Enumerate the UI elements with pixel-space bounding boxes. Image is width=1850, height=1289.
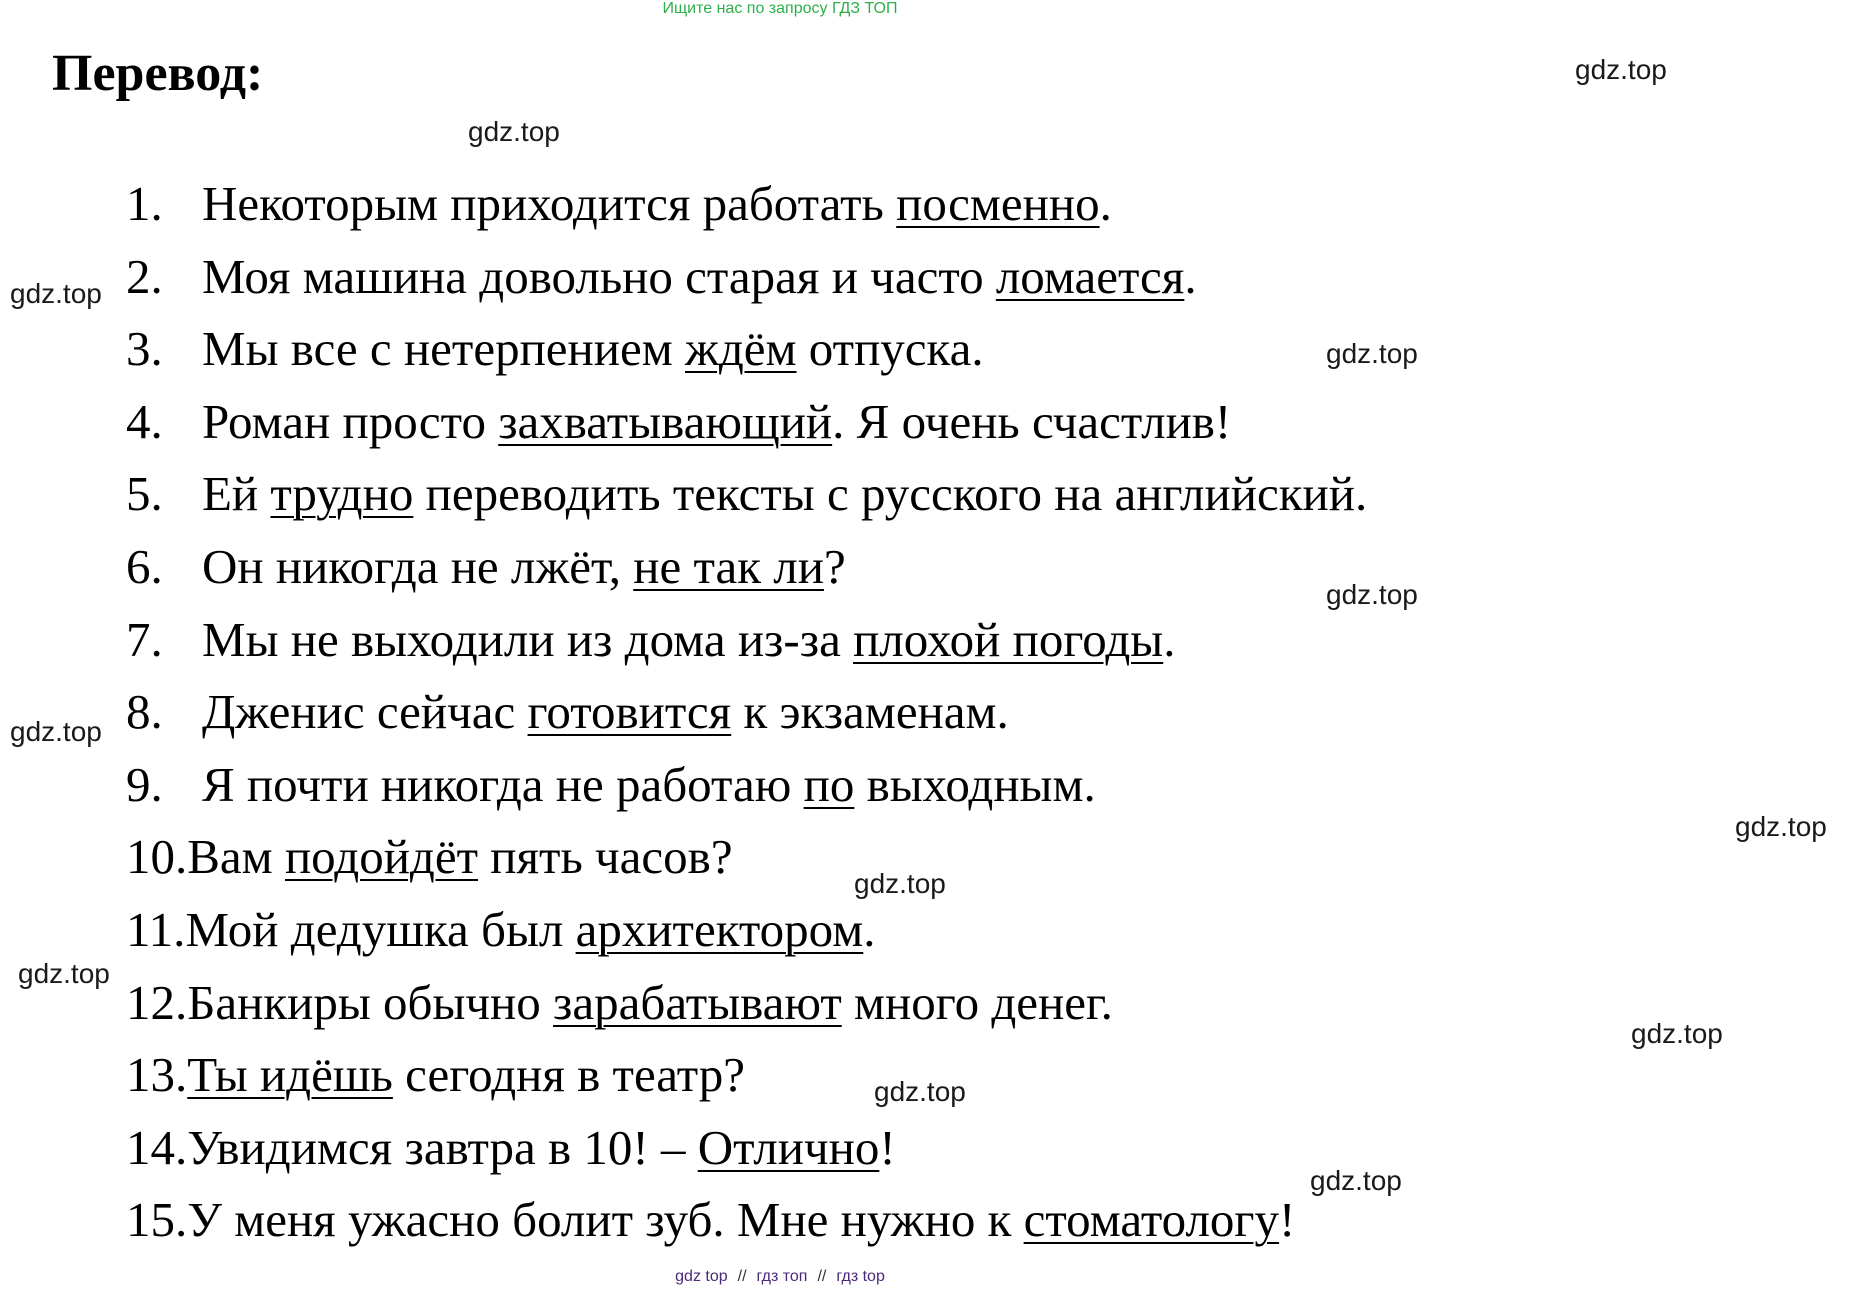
watermark: gdz.top — [1735, 811, 1827, 842]
item-text: сегодня в театр? — [392, 1047, 746, 1103]
item-text: . Я очень счастлив! — [832, 393, 1232, 449]
item-number: 4. — [126, 393, 163, 449]
item-text: Мой дедушка был — [185, 901, 576, 957]
item-text: отпуска. — [796, 321, 984, 377]
item-text: к экзаменам. — [731, 684, 1009, 740]
list-item — [126, 531, 1367, 604]
watermark: gdz.top — [874, 1076, 966, 1107]
list-item — [126, 313, 1367, 386]
underlined-phrase: подойдёт — [284, 829, 479, 885]
list-item — [126, 458, 1367, 531]
underlined-phrase: Отлично — [697, 1119, 880, 1175]
translation-list — [126, 168, 1367, 1257]
underlined-phrase: не так ли — [633, 538, 824, 594]
list-item — [126, 168, 1367, 241]
watermark: gdz.top — [1326, 579, 1418, 610]
item-text: Увидимся завтра в 10! – — [187, 1119, 698, 1175]
item-text: ? — [823, 538, 846, 594]
item-text: выходным. — [854, 756, 1096, 812]
list-item — [126, 386, 1367, 459]
watermark: gdz.top — [1575, 54, 1667, 85]
list-item — [126, 894, 1367, 967]
item-text: . — [863, 901, 876, 957]
list-item — [126, 1184, 1367, 1257]
item-text: Мы все с нетерпением — [202, 321, 685, 377]
list-item — [126, 241, 1367, 314]
item-text: Банкиры обычно — [187, 974, 554, 1030]
list-item — [126, 604, 1367, 677]
item-text: Ей — [202, 466, 271, 522]
watermark: gdz.top — [10, 278, 102, 309]
item-text: Он никогда не лжёт, — [202, 538, 634, 594]
item-number: 10. — [126, 829, 188, 885]
item-number: 14. — [126, 1119, 188, 1175]
underlined-phrase: архитектором — [575, 901, 864, 957]
watermark: gdz.top — [10, 716, 102, 747]
item-text: Некоторым приходится работать — [202, 176, 897, 231]
list-item — [126, 821, 1367, 894]
link-separator: // — [817, 1268, 827, 1285]
watermark: gdz.top — [1326, 338, 1418, 369]
item-number: 3. — [126, 321, 163, 377]
underlined-phrase: трудно — [270, 466, 414, 522]
item-text: ! — [1279, 1192, 1296, 1248]
underlined-phrase: захватывающий — [498, 393, 833, 449]
underlined-phrase: плохой погоды — [853, 611, 1164, 667]
item-number: 11. — [126, 901, 186, 957]
item-text: много денег. — [841, 974, 1113, 1030]
item-number: 1. — [126, 176, 163, 231]
item-number: 8. — [126, 684, 163, 740]
link-separator: // — [737, 1268, 747, 1285]
watermark: gdz.top — [1310, 1165, 1402, 1196]
item-text: Вам — [187, 829, 285, 885]
item-text: пять часов? — [478, 829, 733, 885]
list-item — [126, 749, 1367, 822]
item-number: 12. — [126, 974, 188, 1030]
item-text: . — [1099, 176, 1112, 231]
item-text: . — [1184, 248, 1197, 304]
watermark: gdz.top — [18, 958, 110, 989]
watermark: gdz.top — [468, 116, 560, 147]
bottom-link[interactable]: gdz top — [675, 1268, 728, 1285]
list-item — [126, 1112, 1367, 1185]
underlined-phrase: готовится — [527, 684, 732, 740]
underlined-phrase: ломается — [995, 248, 1185, 304]
item-text: Мы не выходили из дома из-за — [202, 611, 854, 667]
item-number: 2. — [126, 248, 163, 304]
item-number: 9. — [126, 756, 163, 812]
item-number: 13. — [126, 1047, 188, 1103]
underlined-phrase: по — [803, 756, 855, 812]
item-text: Я почти никогда не работаю — [202, 756, 804, 812]
page-title: Перевод: — [52, 45, 264, 102]
item-number: 5. — [126, 466, 163, 522]
item-text: . — [1163, 611, 1176, 667]
underlined-phrase: Ты идёшь — [187, 1047, 393, 1103]
underlined-phrase: ждём — [685, 321, 797, 377]
list-item — [126, 967, 1367, 1040]
item-text: Моя машина довольно старая и часто — [202, 248, 996, 304]
bottom-link[interactable]: гдз топ — [756, 1268, 808, 1285]
item-text: У меня ужасно болит зуб. Мне нужно к — [187, 1192, 1024, 1248]
top-banner[interactable]: Ищите нас по запросу ГДЗ ТОП — [662, 0, 898, 17]
list-item — [126, 1039, 1367, 1112]
item-number: 6. — [126, 538, 163, 594]
underlined-phrase: стоматологу — [1023, 1192, 1280, 1248]
item-text: Дженис сейчас — [202, 684, 528, 740]
bottom-links — [0, 1268, 1560, 1286]
item-number: 15. — [126, 1192, 188, 1248]
underlined-phrase: посменно — [896, 176, 1100, 231]
item-text: переводить тексты с русского на английский. — [413, 466, 1368, 522]
item-text: ! — [879, 1119, 896, 1175]
list-item — [126, 676, 1367, 749]
watermark: gdz.top — [854, 868, 946, 899]
item-text: Роман просто — [202, 393, 499, 449]
item-number: 7. — [126, 611, 163, 667]
bottom-link[interactable]: гдз top — [836, 1268, 885, 1285]
watermark: gdz.top — [1631, 1018, 1723, 1049]
underlined-phrase: зарабатывают — [553, 974, 842, 1030]
